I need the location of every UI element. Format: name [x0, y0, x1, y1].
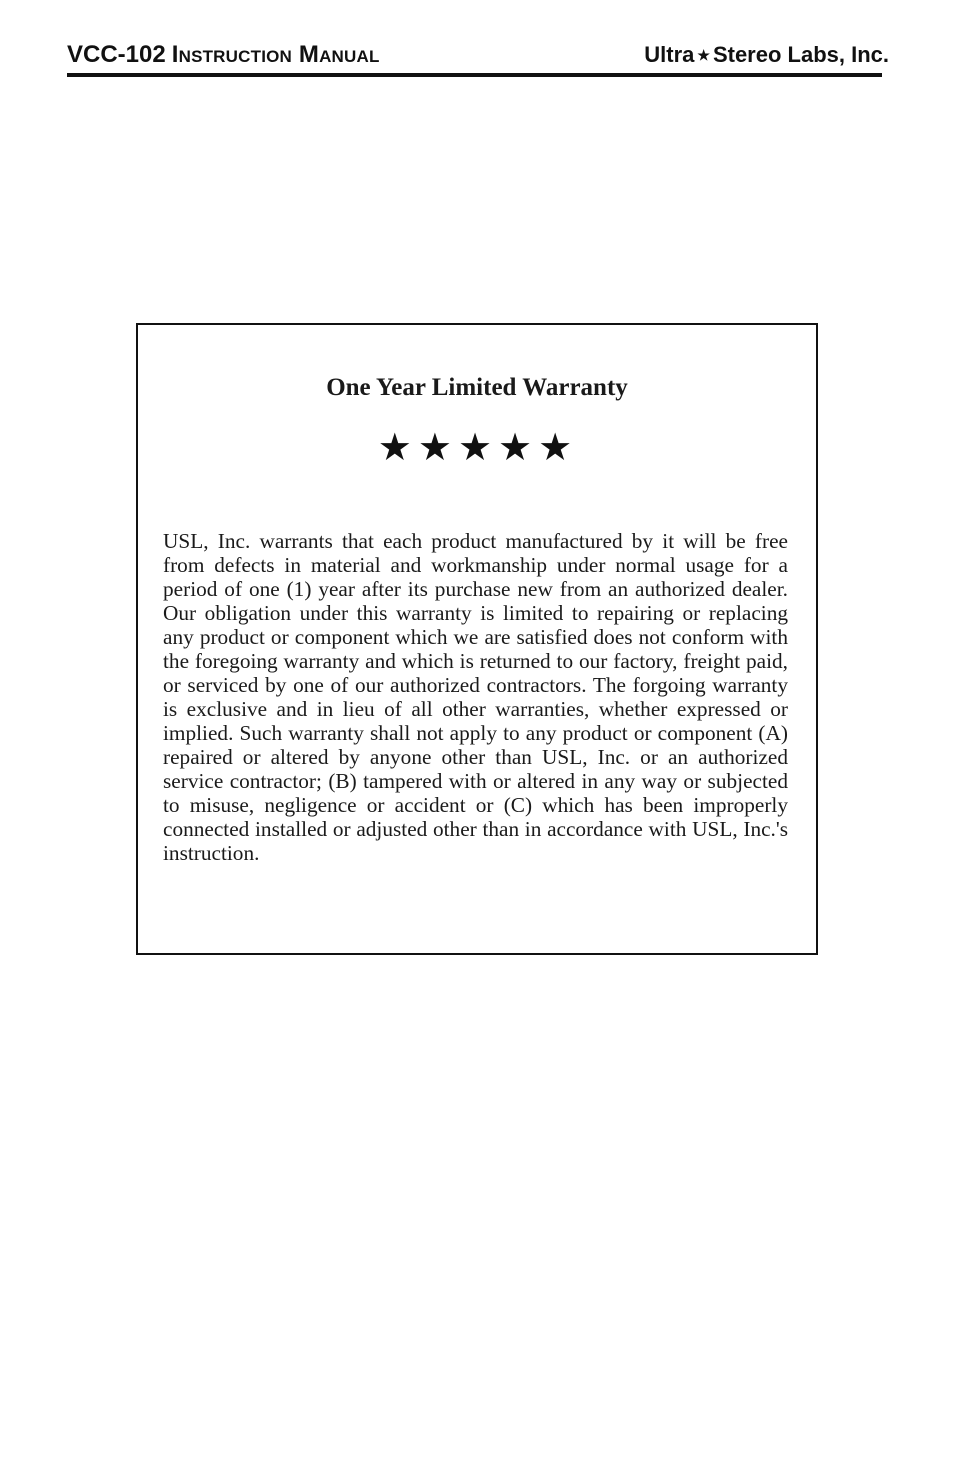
star-icon: ★ — [417, 427, 456, 469]
company-name-part1: Ultra — [644, 42, 695, 67]
star-icon: ★ — [457, 427, 497, 469]
page-header — [67, 40, 889, 70]
manual-label: Instruction Manual — [171, 41, 380, 68]
star-icon: ★ — [697, 47, 710, 63]
star-icon: ★ — [377, 427, 416, 469]
star-icon: ★ — [538, 427, 577, 469]
company-name — [644, 40, 889, 72]
warranty-text: USL, Inc. warrants that each product manufactured by it will be free from defects in material and workmanship under normal usage for a period of one (1) year after its purchase new from an authorized dealer. Our obligation under this warranty is limited to repairing or replacing any product or component which we are satisfied does not conform with the foregoing warranty and which is returned to our factory, freight paid, or serviced by one of our authorized contractors. The forgoing warranty is exclusive and in lieu of all other warranties, whether expressed or implied. Such warranty shall not apply to any product or component (A) repaired or altered by anyone other than USL, Inc. or an authorized service contractor; (B) tampered with or altered in any way or subjected to misuse, negligence or accident or (C) which has been improperly connected installed or adjusted other than in accordance with USL, Inc.'s instruction. — [163, 529, 788, 865]
company-name-part2: Stereo Labs, Inc. — [712, 42, 889, 67]
star-icon: ★ — [498, 427, 537, 469]
header-divider — [67, 73, 882, 77]
manual-title — [67, 40, 380, 70]
model-number: VCC-102 — [67, 41, 166, 68]
star-rating — [138, 427, 816, 469]
warranty-title: One Year Limited Warranty — [326, 374, 628, 401]
warranty-box — [136, 323, 818, 955]
